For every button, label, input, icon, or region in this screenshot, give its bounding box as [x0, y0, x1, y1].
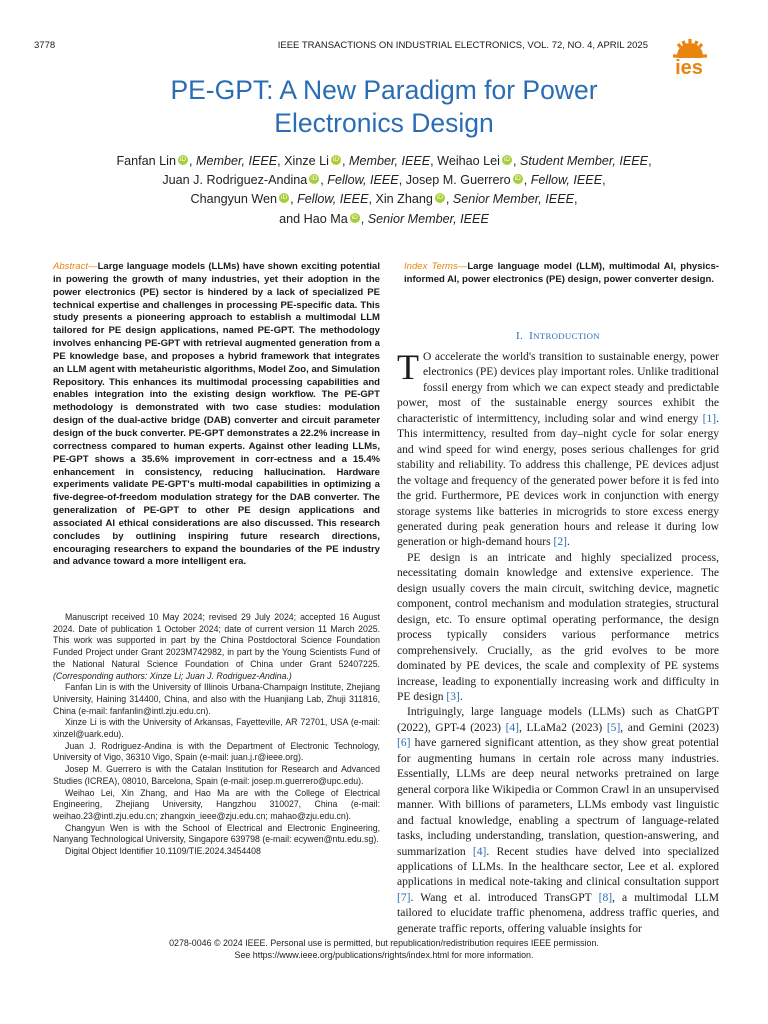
author-name: Xin Zhang [375, 192, 433, 207]
author-membership: Student Member, IEEE [519, 154, 649, 168]
author-name: Josep M. Guerrero [405, 173, 511, 188]
orcid-icon[interactable]: iD [351, 213, 358, 221]
citation-link[interactable]: [1] [702, 412, 717, 425]
author-name: Xinze Li [284, 154, 329, 168]
author-membership: Member, IEEE [195, 154, 278, 168]
author-line: Changyun Wen iD , Fellow, IEEE, Xin Zhang iD , Senior Member, IEEE, [190, 192, 578, 207]
corresponding-authors: (Corresponding authors: Xinze Li; Juan J. Rodriguez-Andina.) [53, 670, 292, 681]
drop-cap: T [397, 347, 419, 387]
section-number: I. [516, 330, 524, 342]
received-text: Manuscript received 10 May 2024; revised 29 July 2024; accepted 16 August 2024. Date of publication 1 October 2024; date of current version 11 March 2025. This work was supported in part by the China Postdoctoral Science Foundation Funded Project under Grant 2023M742982, in part by the Young Scientists Fund of the National Natural Science Foundation of China under Grant 52407225. [53, 612, 380, 669]
manuscript-note [53, 612, 380, 682]
author-name: Changyun Wen [190, 192, 278, 207]
orcid-icon[interactable]: iD [311, 175, 318, 183]
paper-title [0, 74, 768, 140]
author-name: Weihao Lei [437, 154, 500, 168]
index-terms-text: Large language model (LLM), multimodal AI, physics-informed AI, power electronics (PE) design, power converter design. [404, 261, 719, 285]
affiliation: Xinze Li is with the University of Arkansas, Fayetteville, AR 72701, USA (e-mail: xinzel@uark.edu). [53, 717, 380, 740]
section-title-initial: I [529, 330, 534, 342]
citation-link[interactable]: [4] [472, 845, 487, 858]
author-membership: Fellow, IEEE [327, 173, 399, 188]
author-membership: Fellow, IEEE [530, 173, 603, 188]
orcid-icon[interactable]: iD [436, 194, 443, 202]
author-membership: Senior Member, IEEE [367, 211, 489, 226]
citation-link[interactable]: [4] [505, 721, 520, 734]
paragraph: PE design is an intricate and highly specialized process, necessitating domain knowledge and extensive experience. The design usually covers the main circuit, switching device, magnetic component, control mechanism and modulation strategies, structural design, etc. To ensure optimal operating performance, the design process typically considers various performance metrics comprehensively. Crucially, as the grid evolves to be more dominated by PE devices, the scale and complexity of PE systems increase, leading to exponentially increasing work and difficulty in PE design [3]. [397, 551, 719, 703]
orcid-icon[interactable]: iD [179, 156, 187, 163]
copyright-notice [0, 938, 768, 962]
abstract [53, 261, 380, 569]
running-header: IEEE TRANSACTIONS ON INDUSTRIAL ELECTRONICS, VOL. 72, NO. 4, APRIL 2025 [277, 40, 648, 51]
title-line-1: PE-GPT: A New Paradigm for Power [170, 75, 598, 105]
author-list [0, 152, 768, 229]
citation-link[interactable]: [7] [397, 891, 411, 904]
author-conjunction: and [279, 211, 301, 226]
logo-text: ies [675, 57, 703, 79]
orcid-icon[interactable]: iD [281, 194, 288, 202]
orcid-icon[interactable]: iD [514, 175, 521, 183]
index-terms-label: Index Terms— [404, 261, 468, 272]
orcid-icon[interactable]: iD [503, 156, 511, 163]
author-line: and Hao Ma iD , Senior Member, IEEE [279, 211, 489, 226]
index-terms [382, 261, 719, 287]
citation-link[interactable]: [5] [606, 721, 621, 734]
affiliation: Josep M. Guerrero is with the Catalan Institution for Research and Advanced Studies (ICREA), 08010, Barcelona, Spain (e-mail: josep.m.guerrero@upc.edu). [53, 764, 380, 786]
citation-link[interactable]: [8] [598, 891, 613, 904]
copyright-line-1: 0278-0046 © 2024 IEEE. Personal use is permitted, but republication/redistribution requires IEEE permission. [169, 938, 599, 948]
affiliation: Weihao Lei, Xin Zhang, and Hao Ma are with the College of Electrical Engineering, Zhejiang University, Hangzhou 310027, China (e-mail: weihao.23@intl.zju.edu.cn; zhangxin_ieee@zju.edu.cn; mahao@zju.edu.cn). [53, 787, 380, 821]
paragraph: T O accelerate the world's transition to sustainable energy, power electronics (PE) devices play important roles. Unlike traditional fossil energy from which we can expect steady and predictable power, most of the sustainable energy sources exhibit the characteristic of intermittency, including solar and wind energy [1]. This intermittency, resulted from day–night cycle for solar energy and wind speed for wind energy, poses serious challenges for grid stability and reliability. To address this challenge, PE devices adjust the voltage and frequency of the generated power before it is fed into the grid. Furthermore, PE devices work in conjunction with energy storage systems like batteries in microgrids to store excess energy generated during peak generation hours and release it during low generation or high-demand hours [2]. [397, 347, 719, 549]
copyright-line-2[interactable]: See https://www.ieee.org/publications/rights/index.html for more information. [234, 949, 534, 960]
section-title-rest: NTRODUCTION [533, 331, 600, 341]
paragraph: Intriguingly, large language models (LLMs) such as ChatGPT (2022), GPT-4 (2023) [4], LLaMa2 (2023) [5], and Gemini (2023) [6] have garnered significant attention, as they show great potential for augmenting humans in certain role across many industries. Essentially, LLMs are deep neural networks pretrained on large general corpora like Wikipedia or Common Crawl in an unsupervised manner. With billions of parameters, LLMs embody vast linguistic and factual knowledge, enabling a spectrum of language-related tasks, including understanding, translation, question-answering, and summarization [4]. Recent studies have delved into specialized applications of LLMs. In the healthcare sector, Lee et al. explored applications in medical note-taking and clinical consultation support [7]. Wang et al. introduced TransGPT [8], a multimodal LLM tailored to elucidate traffic phenomena, address traffic queries, and generate traffic reports, offering valuable insights for [397, 706, 719, 935]
section-heading [397, 330, 719, 342]
abstract-label: Abstract— [53, 261, 98, 272]
orcid-icon[interactable]: iD [332, 156, 340, 163]
affiliation: Juan J. Rodriguez-Andina is with the Department of Electronic Technology, University of Vigo, 36310 Vigo, Spain (e-mail: juan.j.r@ieee.org). [53, 740, 380, 763]
citation-link[interactable]: [3] [446, 690, 460, 703]
author-name: Fanfan Lin [116, 154, 176, 168]
footnotes [53, 612, 380, 858]
author-line: Fanfan Lin iD , Member, IEEE, Xinze Li iD , Member, IEEE, Weihao Lei iD , Student Member, IEEE, [116, 154, 652, 168]
affiliation: Changyun Wen is with the School of Electrical and Electronic Engineering, Nanyang Technological University, Singapore 639798 (e-mail: ecywen@ntu.edu.sg). [53, 822, 380, 845]
doi[interactable]: Digital Object Identifier 10.1109/TIE.2024.3454408 [65, 846, 261, 857]
author-membership: Fellow, IEEE [297, 192, 369, 207]
citation-link[interactable]: [2] [553, 536, 567, 549]
author-name: Juan J. Rodriguez-Andina [162, 173, 308, 188]
author-membership: Member, IEEE [348, 154, 431, 168]
author-membership: Senior Member, IEEE [452, 192, 574, 207]
abstract-text: Large language models (LLMs) have shown exciting potential in powering the growth of many industries, yet their adoption in the power electronics (PE) sector is hindered by a lack of specialized PE technical expertise and challenges in processing PE-specific data. This study presents a pioneering approach to establish a multimodal LLM tailored for PE design applications, named PE-GPT. The methodology involves enhancing PE-GPT with retrieval augmented generation from a PE knowledge base, and proposes a hybrid framework that integrates an LLM agent with metaheuristic algorithms, Model Zoo, and Simulation Repository. This enhances its multimodal processing capabilities and enables integration into the existing design workflow. The PE-GPT methodology is demonstrated with two case studies: modulation design of the dual-active bridge (DAB) converter and circuit parameter design of the buck converter. PE-GPT demonstrates a 22.2% increase in correctness compared to human experts. Against other leading LLMs, PE-GPT shows a 35.6% improvement in corr-ectness and a 15.4% enhancement in consistency, reducing hallucination. Hardware experiments validate PE-GPT's multi-modal capabilities in optimizing a five-degree-of-freedom modulation strategy for the DAB converter. The generalization of PE-GPT to other PE design applications and associated AI ethical considerations are also discussed. This research concludes by outlining inspiring future research directions, encouraging researchers to expand the boundaries of the PE industry and advance toward a more intelligent era. [53, 261, 380, 568]
author-name: Hao Ma [303, 211, 348, 226]
introduction-body [397, 347, 719, 937]
title-line-2: Electronics Design [274, 108, 494, 138]
author-line: Juan J. Rodriguez-Andina iD , Fellow, IEEE, Josep M. Guerrero iD , Fellow, IEEE, [162, 173, 606, 188]
affiliation: Fanfan Lin is with the University of Illinois Urbana-Champaign Institute, Zhejiang University, Haining 314400, China, and also with the Huanjiang Lab, Zhuji 311816, China (e-mail: fanfanlin@intl.zju.edu.cn). [53, 682, 380, 716]
page-number: 3778 [34, 40, 56, 51]
citation-link[interactable]: [6] [397, 737, 411, 750]
